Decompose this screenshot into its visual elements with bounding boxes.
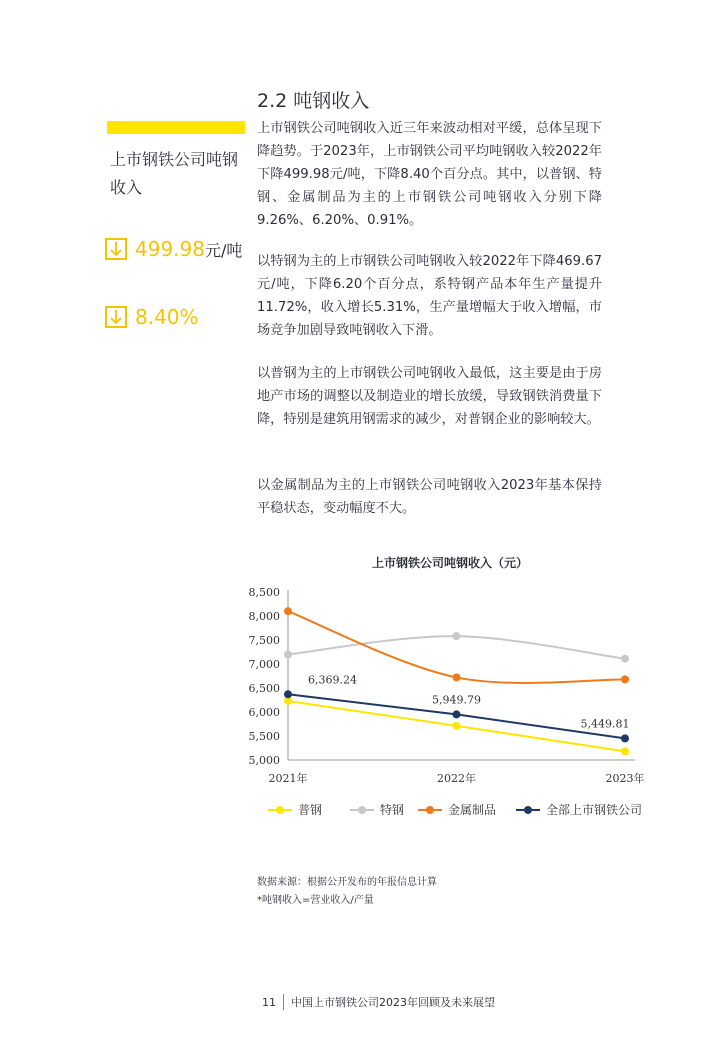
formula-note: *吨钢收入=营业收入/产量 <box>257 895 374 906</box>
paragraph: 以特钢为主的上市钢铁公司吨钢收入较2022年下降469.67元/吨，下降6.20个百分点，系特钢产品本年生产量提升11.72%，收入增长5.31%，生产量增幅大于收入增幅，市场竞争加剧导致吨钢收入下滑。 <box>257 254 602 338</box>
paragraph: 上市钢铁公司吨钢收入近三年来波动相对平缓，总体呈现下降趋势。于2023年，上市钢铁公司平均吨钢收入较2022年下降499.98元/吨，下降8.40个百分点。其中，以普钢、特钢、金属制品为主的上市钢铁公司吨钢收入分别下降9.26%、6.20%、0.91%。 <box>257 121 602 228</box>
data-point <box>453 673 461 681</box>
chart-canvas <box>240 548 660 828</box>
x-tick-label: 2021年 <box>268 772 308 785</box>
legend-swatch-dot <box>358 806 366 814</box>
paragraph-4-wrap <box>257 474 602 520</box>
y-tick-label: 7,000 <box>248 658 280 671</box>
y-tick-label: 8,000 <box>248 610 280 623</box>
footer-title: 中国上市钢铁公司2023年回顾及未来展望 <box>291 996 495 1009</box>
kpi-decrease-amount <box>105 236 242 262</box>
paragraph: 以普钢为主的上市钢铁公司吨钢收入最低，这主要是由于房地产市场的调整以及制造业的增长放缓，导致钢铁消费量下降，特别是建筑用钢需求的减少，对普钢企业的影响较大。 <box>257 366 602 427</box>
page-footer <box>262 994 495 1010</box>
data-point <box>284 690 292 698</box>
y-tick-label: 8,500 <box>248 586 280 599</box>
kpi-value: 499.98 <box>135 237 205 261</box>
data-label: 5,949.79 <box>432 693 481 707</box>
data-point <box>621 675 629 683</box>
data-point <box>284 650 292 658</box>
paragraph: 以金属制品为主的上市钢铁公司吨钢收入2023年基本保持平稳状态，变动幅度不大。 <box>257 478 602 516</box>
page-number: 11 <box>262 995 276 1009</box>
kpi-decrease-percent <box>105 304 199 330</box>
legend-label: 全部上市钢铁公司 <box>546 803 643 817</box>
arrow-down-icon <box>105 306 127 328</box>
y-tick-label: 6,500 <box>248 682 280 695</box>
paragraph-1-wrap <box>257 117 602 232</box>
paragraph-2-wrap <box>257 250 602 342</box>
y-tick-label: 6,000 <box>248 706 280 719</box>
kpi-unit: 元/吨 <box>204 240 243 260</box>
legend-label: 特钢 <box>380 803 405 817</box>
y-tick-label: 7,500 <box>248 634 280 647</box>
legend-swatch-dot <box>524 806 532 814</box>
data-point <box>453 710 461 718</box>
legend-label: 普钢 <box>298 803 323 817</box>
sidebar-label: 上市钢铁公司吨钢收入 <box>110 150 239 197</box>
y-tick-label: 5,500 <box>248 730 280 743</box>
x-tick-label: 2022年 <box>437 772 476 785</box>
legend-label: 金属制品 <box>448 803 497 817</box>
data-source <box>257 874 437 910</box>
legend-swatch-dot <box>426 806 434 814</box>
kpi-value: 8.40% <box>135 305 199 329</box>
footer-divider <box>283 994 284 1010</box>
data-point <box>453 722 461 730</box>
data-point <box>284 607 292 615</box>
data-point <box>621 734 629 742</box>
accent-bar <box>107 121 245 134</box>
x-tick-label: 2023年 <box>605 772 645 785</box>
chart-title: 上市钢铁公司吨钢收入（元） <box>371 556 528 570</box>
section-title: 2.2 吨钢收入 <box>257 90 370 112</box>
paragraph-3-wrap <box>257 362 602 431</box>
line-chart <box>240 548 660 828</box>
legend-swatch-dot <box>276 806 284 814</box>
data-point <box>621 747 629 755</box>
source-line: 数据来源：根据公开发布的年报信息计算 <box>257 877 437 888</box>
y-tick-label: 5,000 <box>248 754 280 767</box>
data-label: 5,449.81 <box>580 717 630 731</box>
arrow-down-icon <box>105 238 127 260</box>
data-point <box>453 632 461 640</box>
data-label: 6,369.24 <box>308 673 357 687</box>
data-point <box>621 655 629 663</box>
